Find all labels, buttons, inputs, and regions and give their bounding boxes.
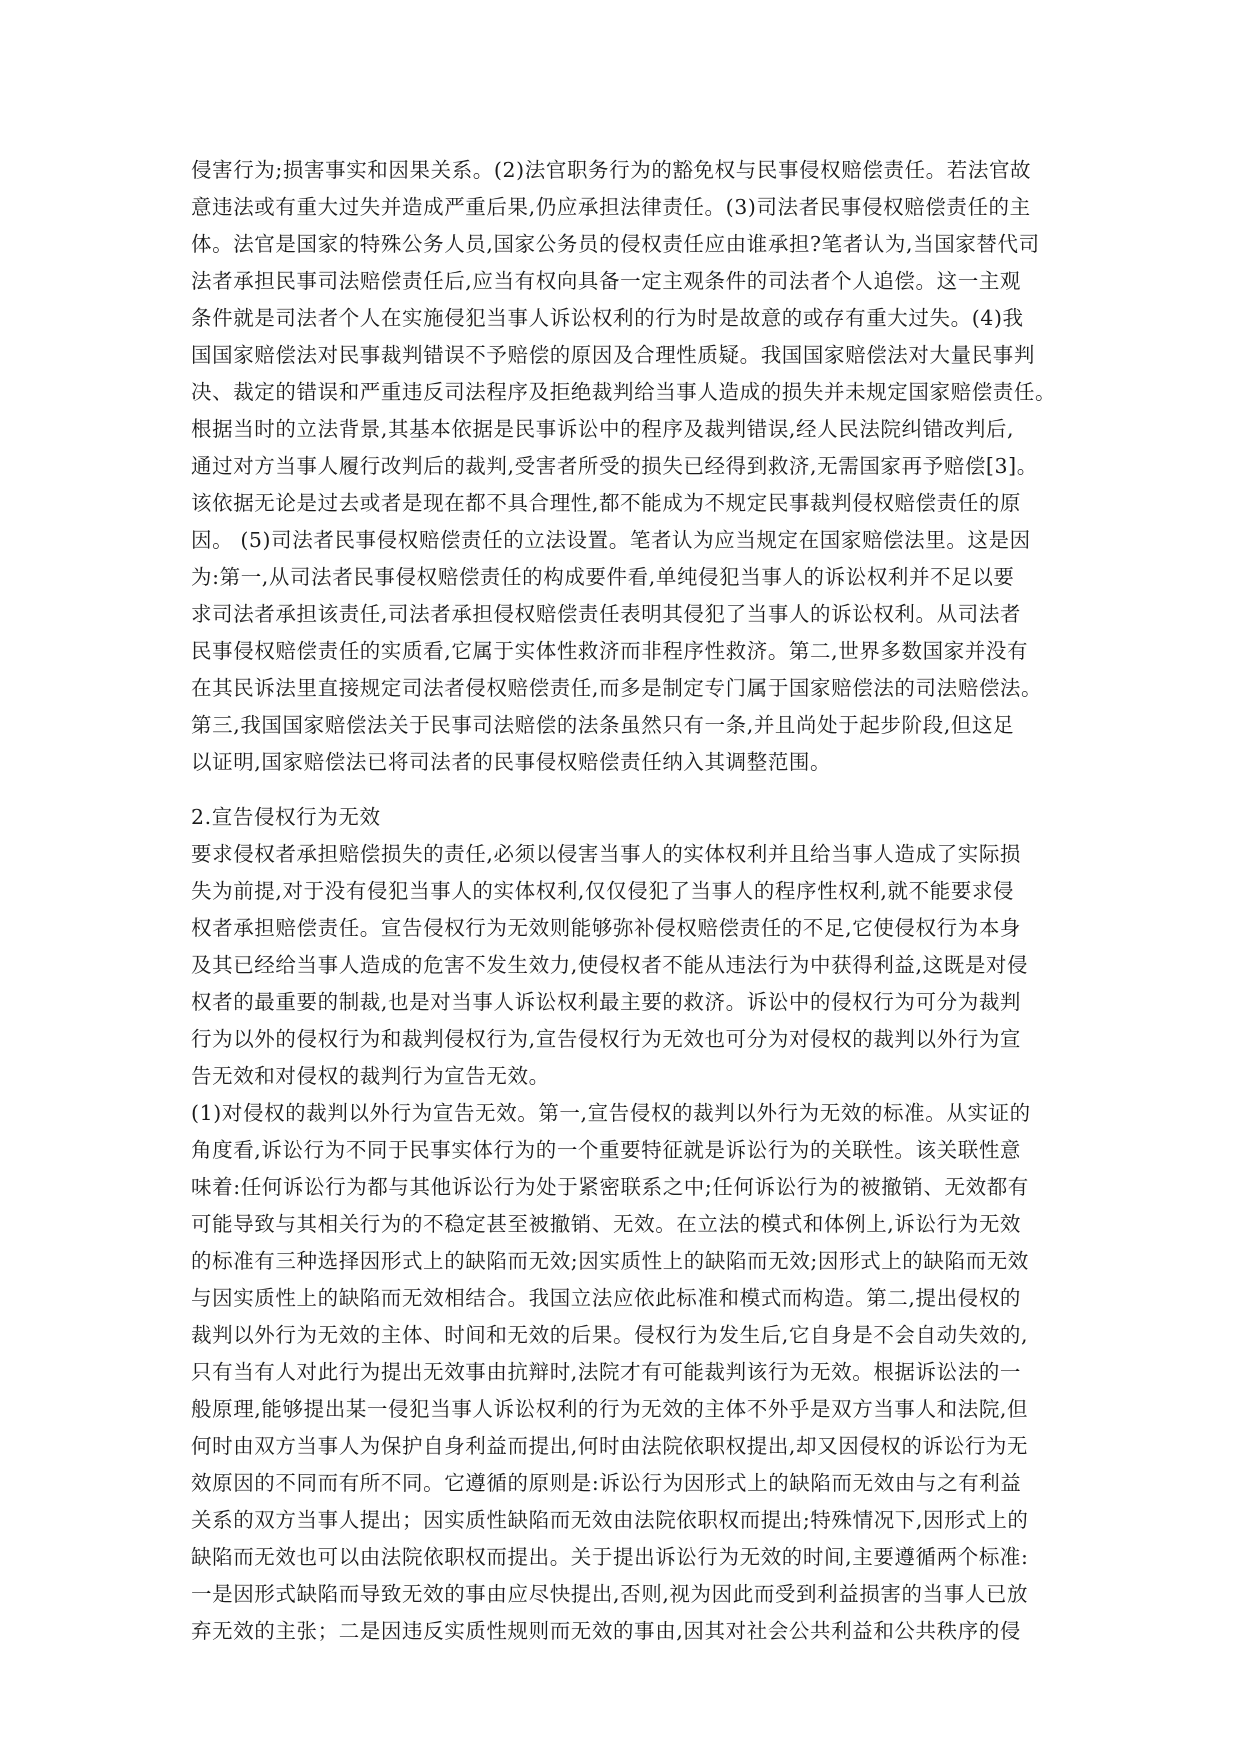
text-line: 告无效和对侵权的裁判行为宣告无效。 (191, 1064, 550, 1088)
text-line: 权者的最重要的制裁,也是对当事人诉讼权利最主要的救济。诉讼中的侵权行为可分为裁判 (191, 990, 1022, 1014)
text-line: 法者承担民事司法赔偿责任后,应当有权向具备一定主观条件的司法者个人追偿。这一主观 (191, 269, 1022, 293)
text-line: 可能导致与其相关行为的不稳定甚至被撤销、无效。在立法的模式和体例上,诉讼行为无效 (191, 1212, 1022, 1236)
text-line: 决、裁定的错误和严重违反司法程序及拒绝裁判给当事人造成的损失并未规定国家赔偿责任。 (191, 380, 1057, 404)
text-line: 角度看,诉讼行为不同于民事实体行为的一个重要特征就是诉讼行为的关联性。该关联性意 (191, 1138, 1022, 1162)
paragraph-block-1 (191, 152, 1061, 781)
text-line: 通过对方当事人履行改判后的裁判,受害者所受的损失已经得到救济,无需国家再予赔偿[3]。 (191, 454, 1038, 478)
text-line: (1)对侵权的裁判以外行为宣告无效。第一,宣告侵权的裁判以外行为无效的标准。从实证的 (191, 1101, 1031, 1125)
text-line: 因。 (5)司法者民事侵权赔偿责任的立法设置。笔者认为应当规定在国家赔偿法里。这是因 (191, 528, 1031, 552)
text-line: 要求侵权者承担赔偿损失的责任,必须以侵害当事人的实体权利并且给当事人造成了实际损 (191, 842, 1022, 866)
text-line: 裁判以外行为无效的主体、时间和无效的后果。侵权行为发生后,它自身是不会自动失效的, (191, 1323, 1029, 1347)
text-line: 行为以外的侵权行为和裁判侵权行为,宣告侵权行为无效也可分为对侵权的裁判以外行为宣 (191, 1027, 1022, 1051)
text-line: 的标准有三种选择因形式上的缺陷而无效;因实质性上的缺陷而无效;因形式上的缺陷而无效 (191, 1249, 1029, 1273)
text-line: 味着:任何诉讼行为都与其他诉讼行为处于紧密联系之中;任何诉讼行为的被撤销、无效都有 (191, 1175, 1029, 1199)
text-line: 及其已经给当事人造成的危害不发生效力,使侵权者不能从违法行为中获得利益,这既是对侵 (191, 953, 1029, 977)
text-line: 般原理,能够提出某一侵犯当事人诉讼权利的行为无效的主体不外乎是双方当事人和法院,但 (191, 1397, 1029, 1421)
paragraph-block-2 (191, 799, 1061, 1650)
text-line: 条件就是司法者个人在实施侵犯当事人诉讼权利的行为时是故意的或存有重大过失。(4)我 (191, 306, 1024, 330)
text-line: 根据当时的立法背景,其基本依据是民事诉讼中的程序及裁判错误,经人民法院纠错改判后, (191, 417, 1015, 441)
text-line: 体。法官是国家的特殊公务人员,国家公务员的侵权责任应由谁承担?笔者认为,当国家替代司 (191, 232, 1040, 256)
text-line: 国国家赔偿法对民事裁判错误不予赔偿的原因及合理性质疑。我国国家赔偿法对大量民事判 (191, 343, 1035, 367)
text-line: 该依据无论是过去或者是现在都不具合理性,都不能成为不规定民事裁判侵权赔偿责任的原 (191, 491, 1022, 515)
text-line: 只有当有人对此行为提出无效事由抗辩时,法院才有可能裁判该行为无效。根据诉讼法的一 (191, 1360, 1022, 1384)
text-line: 第三,我国国家赔偿法关于民事司法赔偿的法条虽然只有一条,并且尚处于起步阶段,但这足 (191, 713, 1015, 737)
text-line: 关系的双方当事人提出；因实质性缺陷而无效由法院依职权而提出;特殊情况下,因形式上的 (191, 1508, 1029, 1532)
text-line: 民事侵权赔偿责任的实质看,它属于实体性救济而非程序性救济。第二,世界多数国家并没有 (191, 639, 1029, 663)
text-line: 与因实质性上的缺陷而无效相结合。我国立法应依此标准和模式而构造。第二,提出侵权的 (191, 1286, 1022, 1310)
text-line: 权者承担赔偿责任。宣告侵权行为无效则能够弥补侵权赔偿责任的不足,它使侵权行为本身 (191, 916, 1022, 940)
text-line: 意违法或有重大过失并造成严重后果,仍应承担法律责任。(3)司法者民事侵权赔偿责任的主 (191, 195, 1031, 219)
text-line: 弃无效的主张；二是因违反实质性规则而无效的事由,因其对社会公共利益和公共秩序的侵 (191, 1619, 1022, 1643)
text-line: 为:第一,从司法者民事侵权赔偿责任的构成要件看,单纯侵犯当事人的诉讼权利并不足以要 (191, 565, 1015, 589)
text-line: 求司法者承担该责任,司法者承担侵权赔偿责任表明其侵犯了当事人的诉讼权利。从司法者 (191, 602, 1022, 626)
text-line: 以证明,国家赔偿法已将司法者的民事侵权赔偿责任纳入其调整范围。 (191, 750, 832, 774)
text-line: 效原因的不同而有所不同。它遵循的原则是:诉讼行为因形式上的缺陷而无效由与之有利益 (191, 1471, 1022, 1495)
text-line: 缺陷而无效也可以由法院依职权而提出。关于提出诉讼行为无效的时间,主要遵循两个标准: (191, 1545, 1029, 1569)
text-line: 一是因形式缺陷而导致无效的事由应尽快提出,否则,视为因此而受到利益损害的当事人已放 (191, 1582, 1029, 1606)
text-line: 侵害行为;损害事实和因果关系。(2)法官职务行为的豁免权与民事侵权赔偿责任。若法官故 (191, 158, 1032, 182)
text-line: 在其民诉法里直接规定司法者侵权赔偿责任,而多是制定专门属于国家赔偿法的司法赔偿法。 (191, 676, 1043, 700)
text-line: 失为前提,对于没有侵犯当事人的实体权利,仅仅侵犯了当事人的程序性权利,就不能要求侵 (191, 879, 1015, 903)
text-line: 何时由双方当事人为保护自身利益而提出,何时由法院依职权提出,却又因侵权的诉讼行为无 (191, 1434, 1029, 1458)
section-heading: 2.宣告侵权行为无效 (191, 805, 381, 829)
